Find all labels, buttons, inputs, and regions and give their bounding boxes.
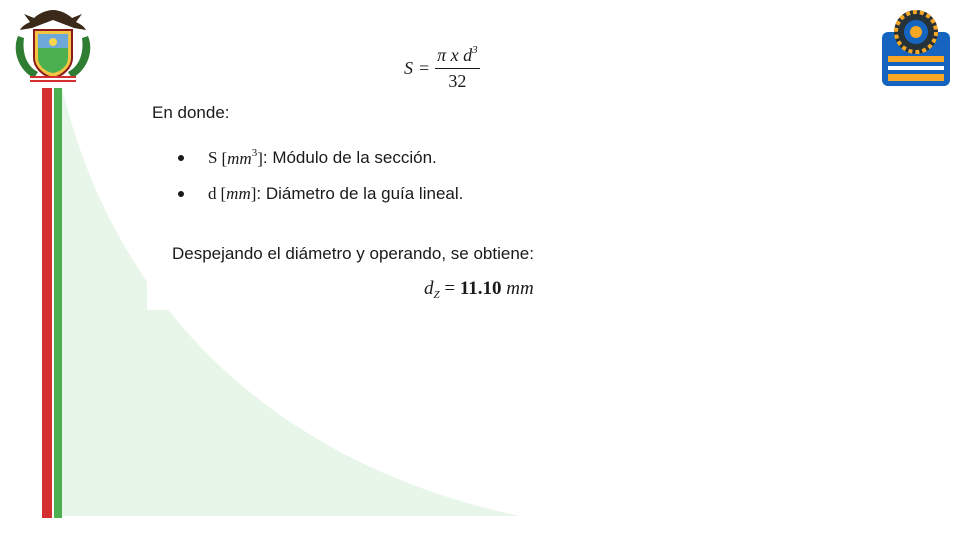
result-value: 11.10	[459, 278, 502, 299]
unit-open-bracket: [	[221, 149, 228, 168]
formula-equals: =	[419, 57, 430, 78]
university-coat-of-arms-icon	[8, 6, 98, 86]
formula-numerator	[435, 44, 480, 69]
red-stripe	[42, 88, 52, 518]
intro-text: En donde:	[152, 103, 230, 122]
unit-open-bracket: [	[220, 184, 227, 203]
definition-symbol: S	[208, 148, 218, 167]
result-unit: mm	[506, 278, 534, 299]
formula-fraction	[435, 44, 480, 92]
definition-symbol: d	[208, 184, 217, 203]
result-sentence: Despejando el diámetro y operando, se obtiene:	[172, 244, 534, 263]
definition-text: : Diámetro de la guía lineal.	[256, 184, 464, 203]
definition-unit	[221, 147, 262, 169]
unit-close-bracket: ]	[250, 184, 257, 203]
formula-lhs: S	[404, 57, 413, 78]
formula-numerator-text: π x d	[437, 45, 473, 65]
mechatronics-engineering-gear-icon	[880, 4, 952, 88]
formula-numerator-exponent: 3	[472, 44, 478, 56]
result-variable: d	[424, 278, 434, 299]
definition-item	[178, 140, 463, 176]
green-stripe	[54, 88, 62, 518]
formula-denominator: 32	[448, 71, 467, 91]
unit-text: mm	[226, 184, 251, 203]
bullet-icon	[178, 191, 184, 197]
white-stripe	[52, 88, 54, 518]
definition-item	[178, 176, 463, 212]
unit-text: mm	[227, 149, 252, 168]
bullet-icon	[178, 155, 184, 161]
definition-unit	[221, 184, 257, 204]
result-subscript: Z	[433, 289, 440, 301]
unit-exponent: 3	[251, 147, 258, 159]
result-equation	[424, 278, 534, 301]
definition-text: : Módulo de la sección.	[262, 148, 437, 167]
section-modulus-formula	[404, 44, 480, 92]
unit-close-bracket: ]	[257, 149, 263, 168]
definitions-list	[178, 140, 463, 212]
result-equals: =	[444, 278, 456, 299]
